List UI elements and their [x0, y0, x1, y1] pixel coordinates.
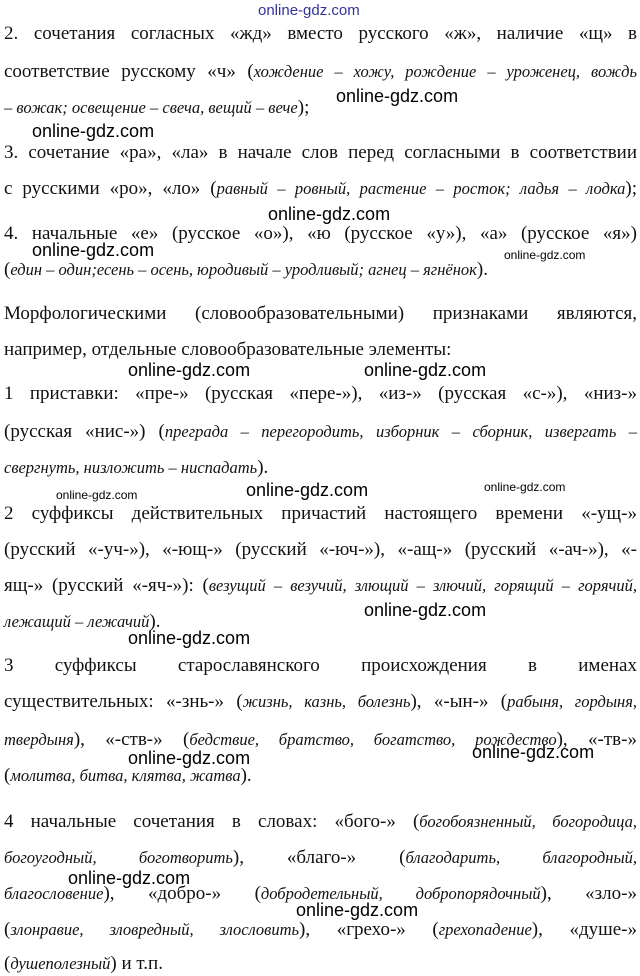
m3-line3: твердыня), «-ств-» (бедствие, братство, богатство, рождество), «-тв-»	[4, 729, 637, 750]
watermark: online-gdz.com	[336, 86, 459, 106]
m4-line2: богоугодный, боготворить), «благо-» (благодарить, благородный,	[4, 847, 637, 868]
watermark: online-gdz.com	[364, 600, 487, 620]
para4-line1: 4. начальные «е» (русское «о»), «ю (русское «у»), «а» (русское «я»)	[4, 223, 637, 244]
m1-line1: 1 приставки: «пре-» (русская «пере-»), «из-» (русская «с-»), «низ-»	[4, 383, 637, 404]
watermark: online-gdz.com	[246, 480, 369, 500]
m2-line3: ящ-» (русский «-яч-»): (везущий – везучий, злющий – злючий, горящий – горячий,	[4, 575, 637, 596]
m4-line5: (душеполезный) и т.п.	[4, 953, 163, 974]
watermark: online-gdz.com	[128, 628, 251, 648]
m2-line4: лежащий – лежачий).	[4, 611, 161, 632]
para3-line1: 3. сочетание «ра», «ла» в начале слов перед согласными в соответствии	[4, 142, 637, 163]
m3-line1: 3 суффиксы старославянского происхождения в именах	[4, 655, 637, 676]
m2-line1: 2 суффиксы действительных причастий настоящего времени «-ущ-»	[4, 503, 637, 524]
para2-line1: 2. сочетания согласных «жд» вместо русского «ж», наличие «щ» в	[4, 23, 637, 44]
watermark: online-gdz.com	[296, 900, 419, 920]
watermark: online-gdz.com	[364, 360, 487, 380]
watermark: online-gdz.com	[472, 742, 595, 762]
m1-line2: (русская «нис-») (преграда – перегородить, изборник – сборник, извергать –	[4, 421, 637, 442]
m1-line3: свергнуть, низложить – ниспадать).	[4, 457, 269, 478]
m3-line2: существительных: «-знь-» (жизнь, казнь, болезнь), «-ын-» (рабыня, гордыня,	[4, 691, 637, 712]
para2-line3: – вожак; освещение – свеча, вещий – вече);	[4, 97, 310, 118]
m4-line4: (злонравие, зловредный, злословить), «грехо-» (грехопадение), «душе-»	[4, 919, 638, 940]
m3-line4: (молитва, битва, клятва, жатва).	[4, 765, 252, 786]
para4-line2: (един – один;есень – осень, юродивый – уродливый; агнец – ягнёнок).	[4, 259, 488, 280]
m4-line3: благословение), «добро-» (добродетельный, добропорядочный), «зло-»	[4, 883, 637, 904]
m4-line1: 4 начальные сочетания в словах: «бого-» (богобоязненный, богородица,	[4, 811, 637, 832]
watermark: online-gdz.com	[32, 121, 155, 141]
watermark: online-gdz.com	[504, 248, 586, 262]
morph-line2: например, отдельные словообразовательные элементы:	[4, 339, 452, 360]
watermark: online-gdz.com	[268, 204, 391, 224]
morph-line1: Морфологическими (словообразовательными) признаками являются,	[4, 303, 637, 324]
watermark: online-gdz.com	[484, 480, 566, 494]
watermark: online-gdz.com	[128, 748, 251, 768]
watermark-top: online-gdz.com	[258, 2, 360, 19]
watermark: online-gdz.com	[56, 488, 138, 502]
para3-line2: с русскими «ро», «ло» (равный – ровный, растение – росток; ладья – лодка);	[4, 178, 637, 199]
watermark: online-gdz.com	[68, 868, 191, 888]
para2-line2: соответствие русскому «ч» (хождение – хожу, рождение – уроженец, вождь	[4, 61, 637, 82]
watermark: online-gdz.com	[128, 360, 251, 380]
m2-line2: (русский «-уч-»), «-ющ-» (русский «-юч-»), «-ащ-» (русский «-ач-»), «-	[4, 539, 637, 560]
watermark: online-gdz.com	[32, 240, 155, 260]
